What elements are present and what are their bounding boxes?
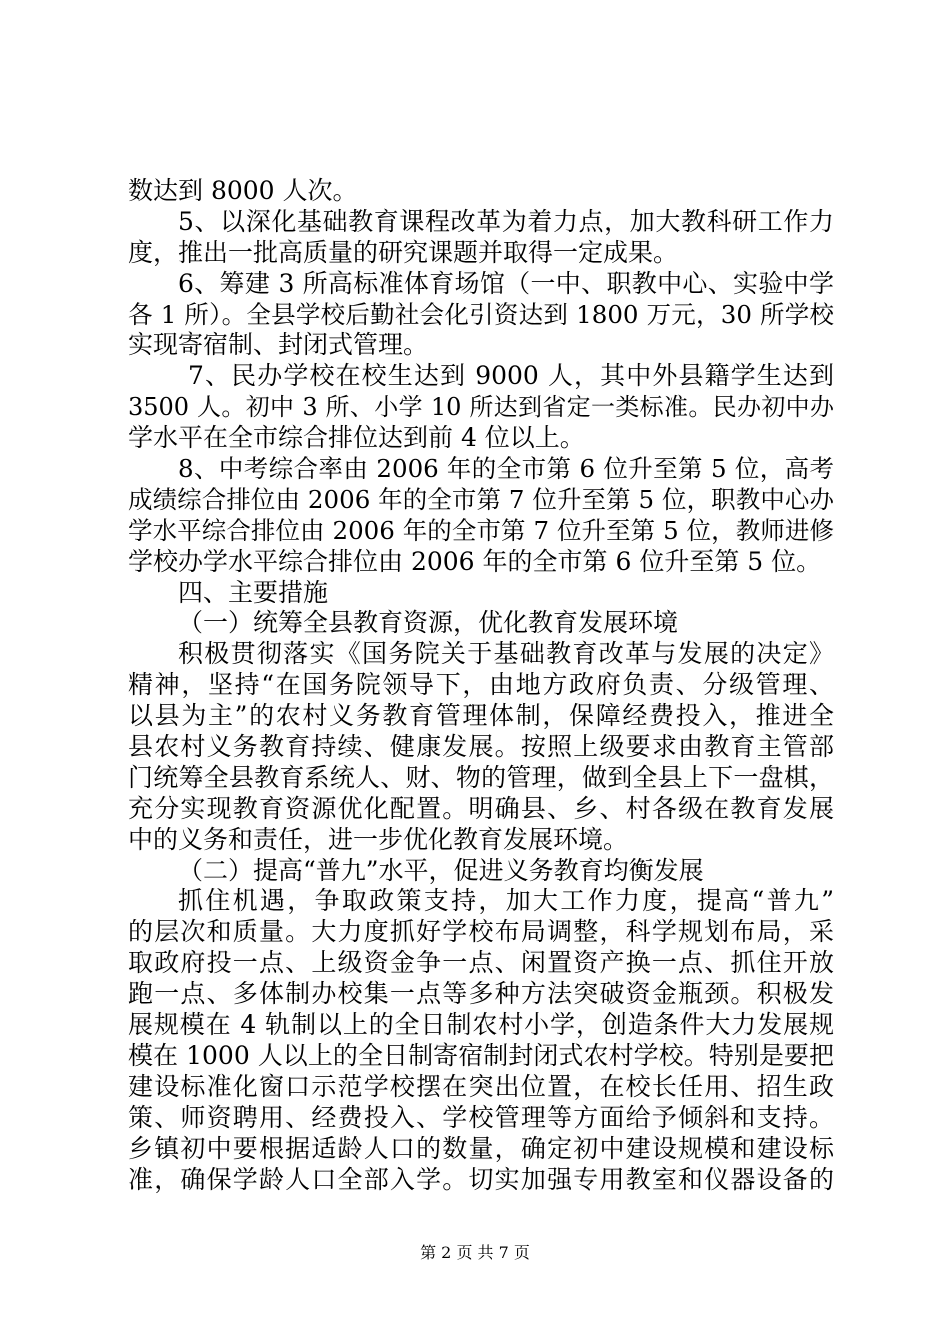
text-line: 学校办学水平综合排位由 2006 年的全市第 6 位升至第 5 位。 [128, 546, 822, 576]
text-line: 四、主要措施 [178, 577, 329, 607]
text-line: 准，确保学龄人口全部入学。切实加强专用教室和仪器设备的 [128, 1164, 834, 1194]
text-line: （二）提高“普九”水平，促进义务教育均衡发展 [178, 855, 704, 885]
text-line: 学水平综合排位由 2006 年的全市第 7 位升至第 5 位，教师进修 [128, 515, 834, 545]
text-line: 8、中考综合率由 2006 年的全市第 6 位升至第 5 位，高考 [178, 454, 834, 484]
text-line: 建设标准化窗口示范学校摆在突出位置，在校长任用、招生政 [128, 1071, 834, 1101]
text-line: 乡镇初中要根据适龄人口的数量，确定初中建设规模和建设标 [128, 1133, 834, 1163]
text-line: 7、民办学校在校生达到 9000 人，其中外县籍学生达到 [188, 361, 834, 391]
text-line: 门统筹全县教育系统人、财、物的管理，做到全县上下一盘棋， [128, 762, 834, 792]
text-line: 学水平在全市综合排位达到前 4 位以上。 [128, 423, 585, 453]
text-line: 各 1 所）。全县学校后勤社会化引资达到 1800 万元，30 所学校 [128, 299, 834, 329]
text-line: 县农村义务教育持续、健康发展。按照上级要求由教育主管部 [128, 732, 834, 762]
text-line: 抓住机遇，争取政策支持，加大工作力度，提高“普九” [178, 886, 834, 916]
text-line: 精神，坚持“在国务院领导下，由地方政府负责、分级管理、 [128, 670, 834, 700]
text-line: 数达到 8000 人次。 [128, 176, 358, 205]
text-line: （一）统筹全县教育资源，优化教育发展环境 [178, 608, 679, 638]
text-line: 充分实现教育资源优化配置。明确县、乡、村各级在教育发展 [128, 793, 834, 823]
text-line: 取政府投一点、上级资金争一点、闲置资产换一点、抓住开放 [128, 948, 834, 978]
text-line: 成绩综合排位由 2006 年的全市第 7 位升至第 5 位，职教中心办 [128, 484, 834, 514]
text-line: 实现寄宿制、封闭式管理。 [128, 330, 429, 360]
text-line: 策、师资聘用、经费投入、学校管理等方面给予倾斜和支持。 [128, 1102, 834, 1132]
text-line: 的层次和质量。大力度抓好学校布局调整，科学规划布局，采 [128, 917, 834, 947]
text-line: 5、以深化基础教育课程改革为着力点，加大教科研工作力 [178, 206, 834, 236]
text-line: 模在 1000 人以上的全日制寄宿制封闭式农村学校。特别是要把 [128, 1040, 834, 1070]
text-line: 度，推出一批高质量的研究课题并取得一定成果。 [128, 237, 679, 267]
text-line: 积极贯彻落实《国务院关于基础教育改革与发展的决定》 [178, 639, 834, 669]
text-line: 中的义务和责任，进一步优化教育发展环境。 [128, 824, 629, 854]
text-line: 跑一点、多体制办校集一点等多种方法突破资金瓶颈。积极发 [128, 979, 834, 1009]
text-line: 6、筹建 3 所高标准体育场馆（一中、职教中心、实验中学 [178, 268, 834, 298]
text-line: 以县为主”的农村义务教育管理体制，保障经费投入，推进全 [128, 701, 834, 731]
page-footer: 第 2 页 共 7 页 [420, 1243, 530, 1262]
text-line: 3500 人。初中 3 所、小学 10 所达到省定一类标准。民办初中办 [128, 393, 834, 422]
text-line: 展规模在 4 轨制以上的全日制农村小学，创造条件大力发展规 [128, 1010, 834, 1040]
body-text [128, 176, 834, 1195]
